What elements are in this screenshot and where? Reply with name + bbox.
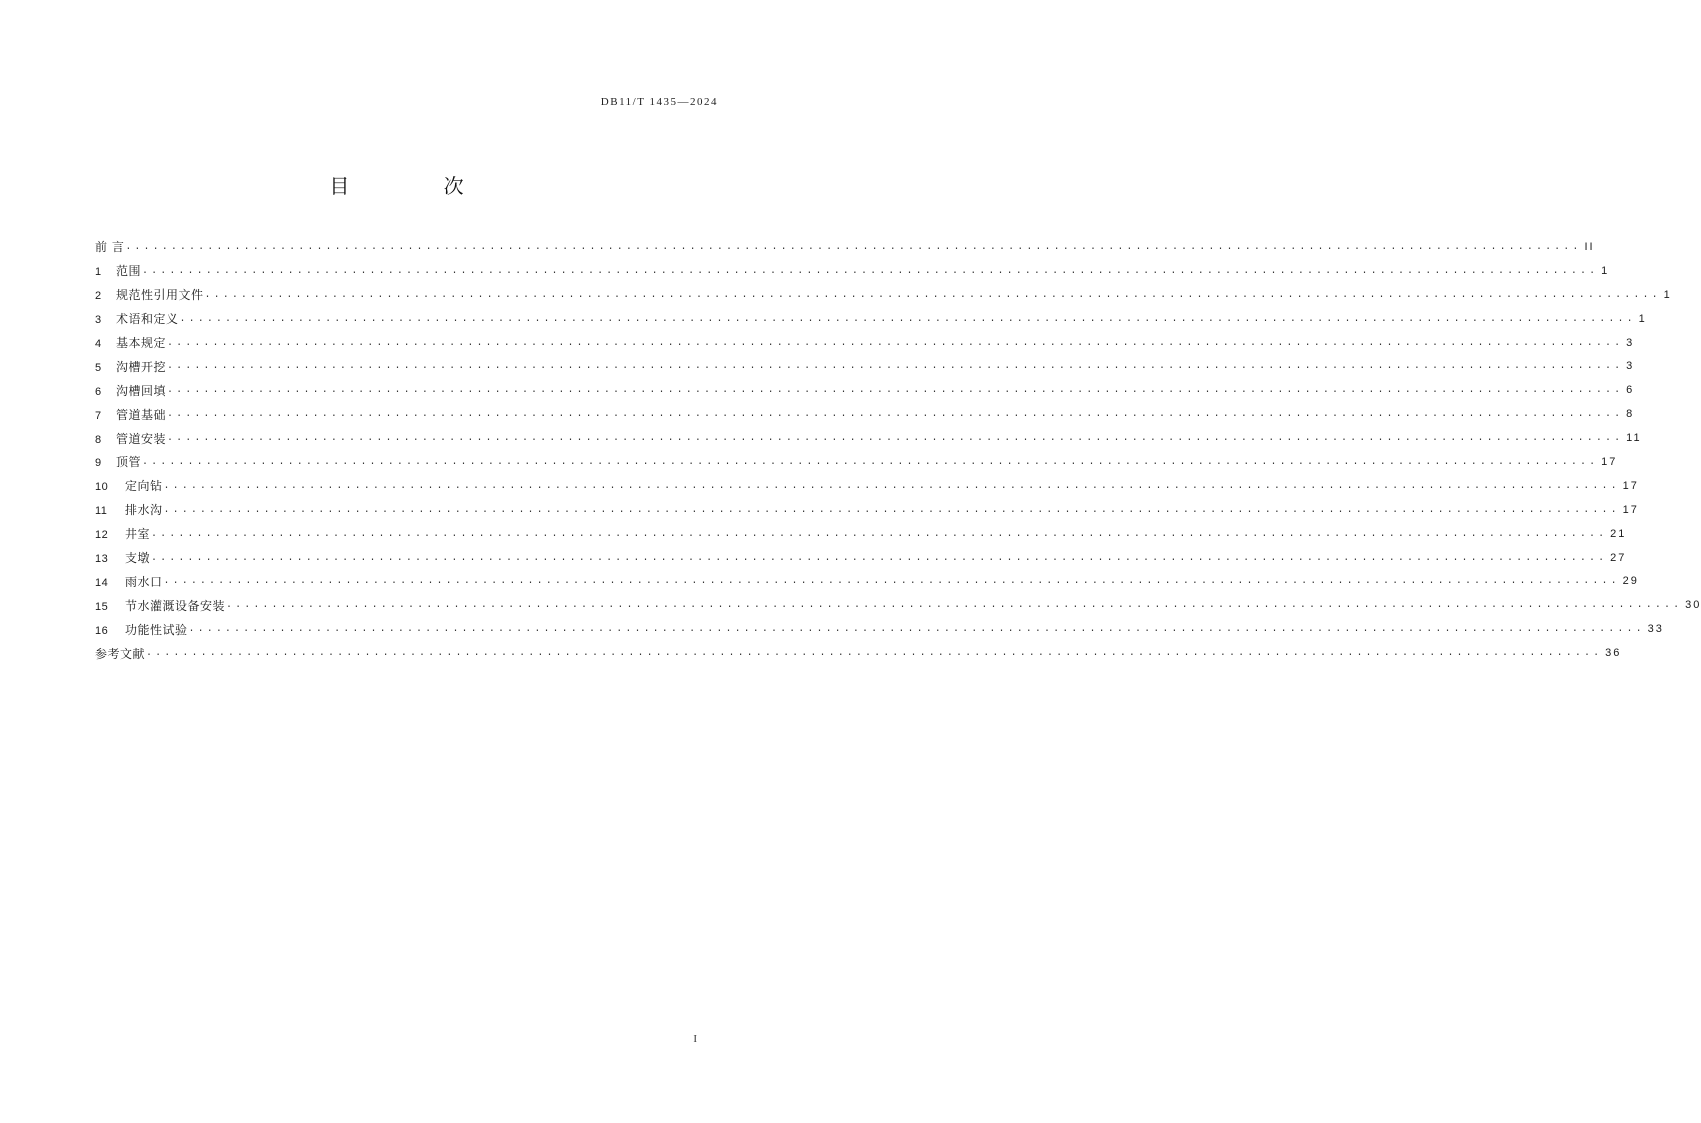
dot-leader: ................................................................................................................................................................: [151, 528, 1608, 540]
toc-entry-page: 36: [1605, 647, 1622, 660]
toc-entry-title: 功能性试验: [125, 622, 188, 637]
toc-entry-page: 17: [1601, 455, 1618, 468]
toc-entry-page: 6: [1626, 384, 1635, 397]
toc-entry[interactable]: [95, 498, 1639, 522]
toc-entry-page: 1: [1601, 264, 1610, 277]
toc-entry-label: [95, 406, 166, 423]
dot-leader: ................................................................................................................................................................: [163, 480, 1620, 492]
toc-entry-label: [95, 358, 166, 375]
toc-entry[interactable]: [95, 569, 1639, 593]
toc-entry-number: 2: [95, 290, 102, 303]
toc-entry-label: [95, 453, 141, 470]
toc-entry-page: 3: [1626, 336, 1635, 349]
toc-entry-number: 13: [95, 553, 109, 566]
toc-entry-page: 17: [1622, 503, 1639, 516]
toc-entry-number: 8: [95, 433, 102, 446]
toc-entry[interactable]: [95, 402, 1635, 426]
toc-entry[interactable]: [95, 354, 1635, 378]
toc-entry-page: 17: [1622, 479, 1639, 492]
toc-entry-number: 12: [95, 529, 109, 542]
dot-leader: ................................................................................................................................................................: [167, 433, 1624, 445]
page-number: I: [693, 1033, 697, 1045]
toc-entry-label: [95, 621, 188, 638]
toc-entry-page: 1: [1663, 288, 1672, 301]
dot-leader: ................................................................................................................................................................: [125, 241, 1582, 253]
toc-entry[interactable]: [95, 426, 1642, 450]
toc-entry-page: 11: [1626, 432, 1642, 445]
toc-entry-label: [95, 286, 204, 303]
toc-entry-number: 6: [95, 385, 102, 398]
toc-entry-title: 前 言: [95, 240, 125, 255]
toc-entry-label: [95, 525, 150, 542]
toc-entry-label: [95, 549, 150, 566]
toc-entry-label: [95, 573, 163, 590]
toc-entry-title: 规范性引用文件: [116, 288, 204, 303]
toc-entry-page: II: [1584, 240, 1595, 253]
toc-entry-page: 33: [1647, 623, 1664, 636]
dot-leader: ................................................................................................................................................................: [142, 456, 1599, 468]
toc-entry-label: [95, 430, 166, 447]
toc-entry-title: 顶管: [116, 455, 142, 470]
toc-entry-number: 1: [95, 266, 102, 279]
toc-entry-page: 29: [1622, 575, 1639, 588]
toc-entry-number: 3: [95, 314, 102, 327]
toc-entry-page: 3: [1626, 360, 1635, 373]
toc-entry-title: 支墩: [125, 551, 151, 566]
toc-entry-page: 21: [1610, 527, 1627, 540]
toc-entry-number: 4: [95, 338, 102, 350]
toc-entry[interactable]: [95, 617, 1664, 641]
toc-entry-label: [95, 477, 163, 494]
dot-leader: ................................................................................................................................................................: [179, 313, 1636, 325]
toc-entry-number: 5: [95, 361, 102, 374]
dot-leader: ................................................................................................................................................................: [167, 361, 1624, 373]
dot-leader: ................................................................................................................................................................: [188, 624, 1645, 636]
toc-entry-number: 14: [95, 576, 109, 589]
toc-entry[interactable]: [95, 641, 1622, 665]
dot-leader: ................................................................................................................................................................: [163, 576, 1620, 588]
toc-entry-page: 8: [1626, 408, 1635, 421]
toc-entry-title: 范围: [116, 264, 142, 279]
toc-entry[interactable]: [95, 283, 1672, 307]
toc-entry[interactable]: [95, 331, 1635, 355]
toc-entry-page: 30: [1685, 599, 1701, 612]
dot-leader: ................................................................................................................................................................: [163, 504, 1620, 516]
toc-entry[interactable]: [95, 450, 1618, 474]
toc-entry-title: 节水灌溉设备安装: [125, 598, 226, 613]
toc-entry-title: 沟槽回填: [116, 383, 167, 398]
dot-leader: ................................................................................................................................................................: [204, 289, 1661, 301]
toc-entry[interactable]: [95, 546, 1627, 570]
toc-entry-label: [95, 238, 124, 255]
toc-entry[interactable]: [95, 593, 1701, 617]
toc-entry[interactable]: [95, 378, 1635, 402]
toc-entry[interactable]: [95, 259, 1610, 283]
dot-leader: ................................................................................................................................................................: [167, 409, 1624, 421]
dot-leader: ................................................................................................................................................................: [167, 385, 1624, 397]
toc-entry[interactable]: [95, 307, 1647, 331]
dot-leader: ................................................................................................................................................................: [226, 600, 1683, 612]
dot-leader: ................................................................................................................................................................: [142, 265, 1599, 277]
toc-entry-title: 基本规定: [116, 336, 167, 350]
toc-entry-number: 7: [95, 409, 102, 422]
toc-entry-title: 管道基础: [116, 407, 167, 422]
toc-entry-page: 27: [1610, 551, 1627, 564]
toc-title: 目 次: [329, 174, 508, 198]
dot-leader: ................................................................................................................................................................: [167, 337, 1624, 349]
toc-entry-label: [95, 645, 145, 662]
toc-entry[interactable]: [95, 235, 1595, 259]
toc-entry-title: 井室: [125, 527, 151, 542]
toc-entry-label: [95, 262, 141, 279]
toc-entry[interactable]: [95, 474, 1639, 498]
toc-entry-title: 定向钻: [125, 479, 163, 494]
toc-entry-title: 术语和定义: [116, 312, 179, 327]
dot-leader: ................................................................................................................................................................: [151, 552, 1608, 564]
toc-entry-number: 9: [95, 457, 102, 470]
toc-entry-number: 11: [95, 505, 108, 518]
toc-entry-label: [95, 501, 163, 518]
toc-entry-number: 15: [95, 600, 109, 613]
table-of-contents: [95, 235, 1701, 665]
toc-entry-title: 管道安装: [116, 431, 167, 446]
toc-entry-label: [95, 310, 179, 327]
toc-entry-number: 16: [95, 624, 109, 637]
toc-entry-label: [95, 334, 166, 351]
dot-leader: ................................................................................................................................................................: [146, 648, 1603, 660]
toc-entry-number: 10: [95, 481, 109, 494]
toc-entry-title: 雨水口: [125, 574, 163, 589]
toc-entry-title: 沟槽开挖: [116, 359, 167, 374]
toc-entry-page: 1: [1638, 312, 1647, 325]
toc-entry-label: [95, 597, 225, 614]
document-code: DB11/T 1435—2024: [600, 96, 718, 108]
toc-entry[interactable]: [95, 522, 1627, 546]
toc-entry-title: 参考文献: [95, 646, 146, 661]
toc-entry-label: [95, 382, 166, 399]
toc-entry-title: 排水沟: [125, 503, 163, 518]
